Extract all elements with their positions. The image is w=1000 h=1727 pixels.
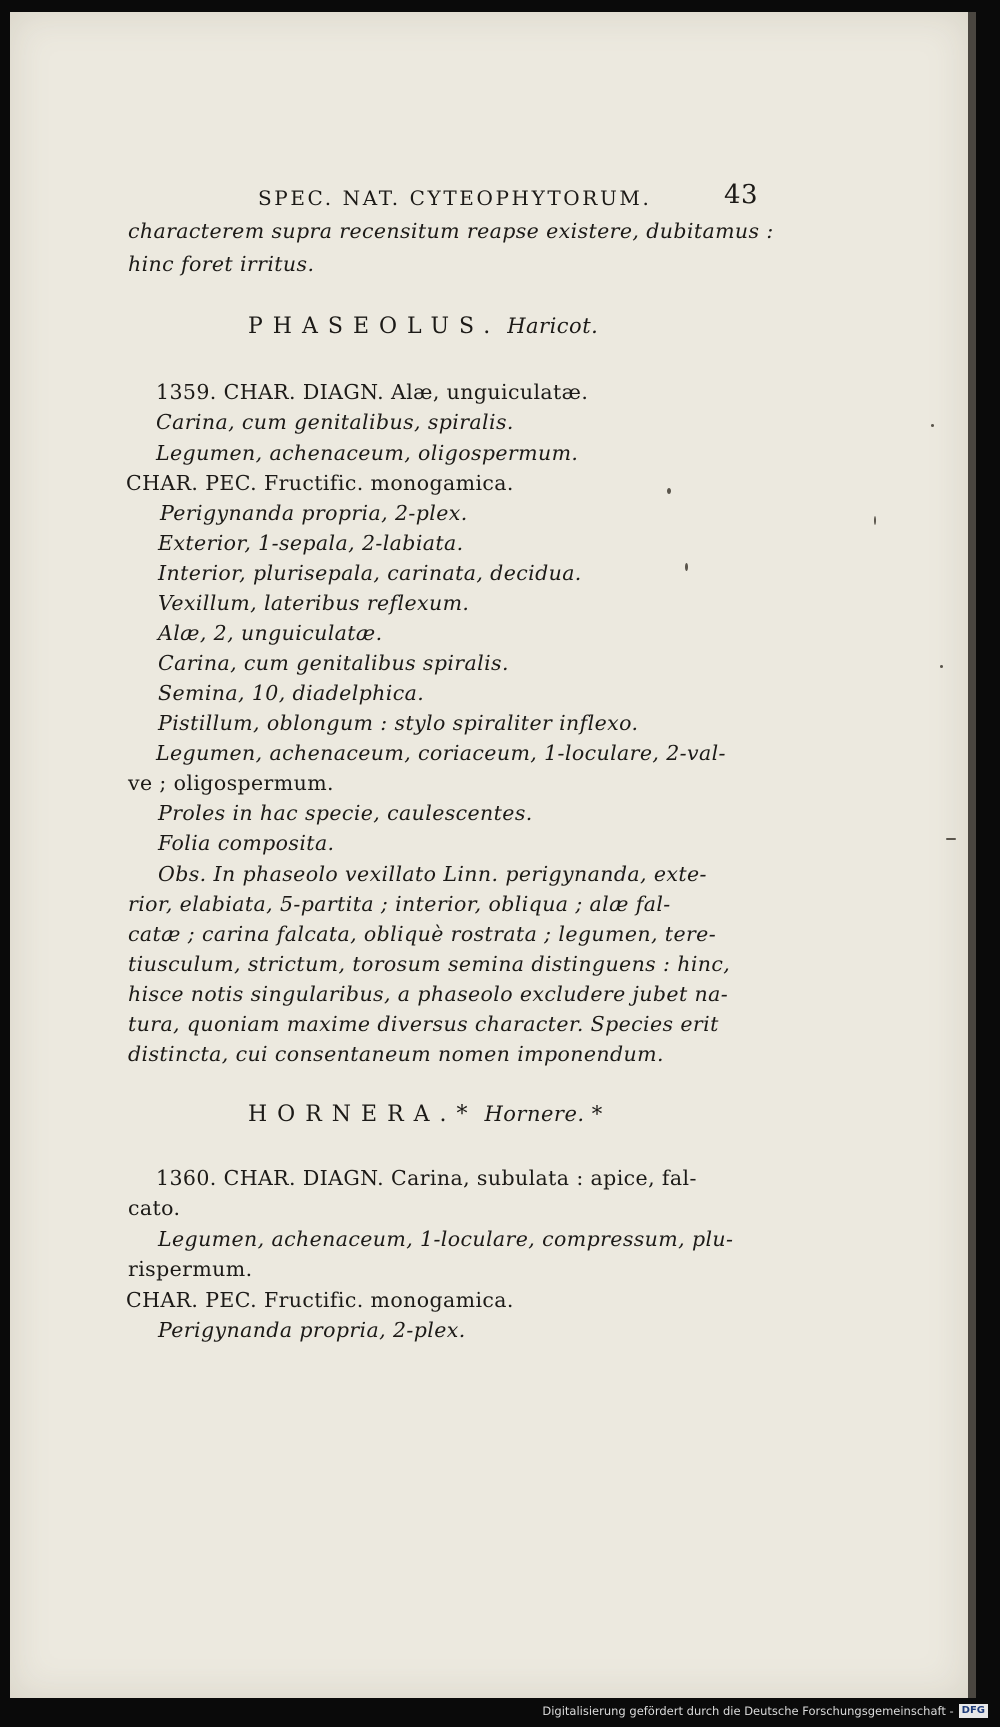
entry-line: Legumen, achenaceum, 1-loculare, compressum, plu- xyxy=(158,1227,734,1251)
ink-speck xyxy=(946,838,956,840)
dfg-logo: DFG xyxy=(959,1704,988,1718)
entry-line: Legumen, achenaceum, oligospermum. xyxy=(156,441,579,465)
entry-line: 1359. CHAR. DIAGN. Alæ, unguiculatæ. xyxy=(156,380,589,404)
obs-line: tura, quoniam maxime diversus character. Species erit xyxy=(128,1012,719,1036)
page-number: 43 xyxy=(724,180,758,210)
ink-speck xyxy=(667,488,671,494)
entry-line: Proles in hac specie, caulescentes. xyxy=(158,801,533,825)
entry-line: Vexillum, lateribus reflexum. xyxy=(158,591,470,615)
entry-line: 1360. CHAR. DIAGN. Carina, subulata : apice, fal- xyxy=(156,1166,697,1190)
entry-line: Perigynanda propria, 2-plex. xyxy=(158,1318,466,1342)
entry-line: Folia composita. xyxy=(158,831,335,855)
obs-line: Obs. In phaseolo vexillato Linn. perigynanda, exte- xyxy=(158,862,707,886)
genus-heading-phaseolus xyxy=(248,314,598,339)
entry-line: Legumen, achenaceum, coriaceum, 1-loculare, 2-val- xyxy=(156,741,726,765)
page-edge xyxy=(968,12,976,1698)
entry-line: CHAR. PEC. Fructific. monogamica. xyxy=(126,471,514,495)
ink-speck xyxy=(940,665,943,668)
obs-line: catæ ; carina falcata, obliquè rostrata ; legumen, tere- xyxy=(128,922,717,946)
genus-french-name: Hornere. * xyxy=(484,1102,603,1126)
entry-line: rispermum. xyxy=(128,1257,253,1281)
entry-line: Exterior, 1-sepala, 2-labiata. xyxy=(158,531,464,555)
entry-line: Alæ, 2, unguiculatæ. xyxy=(158,621,383,645)
entry-line: Semina, 10, diadelphica. xyxy=(158,681,425,705)
intro-line: hinc foret irritus. xyxy=(128,252,315,276)
ink-speck xyxy=(931,424,934,427)
entry-line: Perigynanda propria, 2-plex. xyxy=(160,501,468,525)
entry-line: Interior, plurisepala, carinata, decidua. xyxy=(158,561,582,585)
ink-speck xyxy=(874,516,876,525)
genus-french-name: Haricot. xyxy=(507,314,599,338)
obs-line: hisce notis singularibus, a phaseolo excludere jubet na- xyxy=(128,982,729,1006)
obs-line: distincta, cui consentaneum nomen imponendum. xyxy=(128,1042,664,1066)
intro-line: characterem supra recensitum reapse existere, dubitamus : xyxy=(128,219,774,243)
entry-line: Carina, cum genitalibus spiralis. xyxy=(158,651,509,675)
running-title: SPEC. NAT. CYTEOPHYTORUM. xyxy=(258,186,652,210)
obs-line: tiusculum, strictum, torosum semina distinguens : hinc, xyxy=(128,952,731,976)
entry-line: CHAR. PEC. Fructific. monogamica. xyxy=(126,1288,514,1312)
genus-name: PHASEOLUS. xyxy=(248,314,501,339)
credit-text: Digitalisierung gefördert durch die Deutsche Forschungsgemeinschaft - xyxy=(542,1704,954,1718)
genus-heading-hornera xyxy=(248,1102,603,1127)
genus-name: HORNERA.* xyxy=(248,1102,478,1127)
entry-line: cato. xyxy=(128,1196,181,1220)
obs-line: rior, elabiata, 5-partita ; interior, obliqua ; alæ fal- xyxy=(128,892,671,916)
digitization-credit xyxy=(542,1703,988,1719)
ink-speck xyxy=(685,563,688,571)
entry-line: Pistillum, oblongum : stylo spiraliter inflexo. xyxy=(158,711,639,735)
entry-line: Carina, cum genitalibus, spiralis. xyxy=(156,410,514,434)
entry-line: ve ; oligospermum. xyxy=(128,771,334,795)
